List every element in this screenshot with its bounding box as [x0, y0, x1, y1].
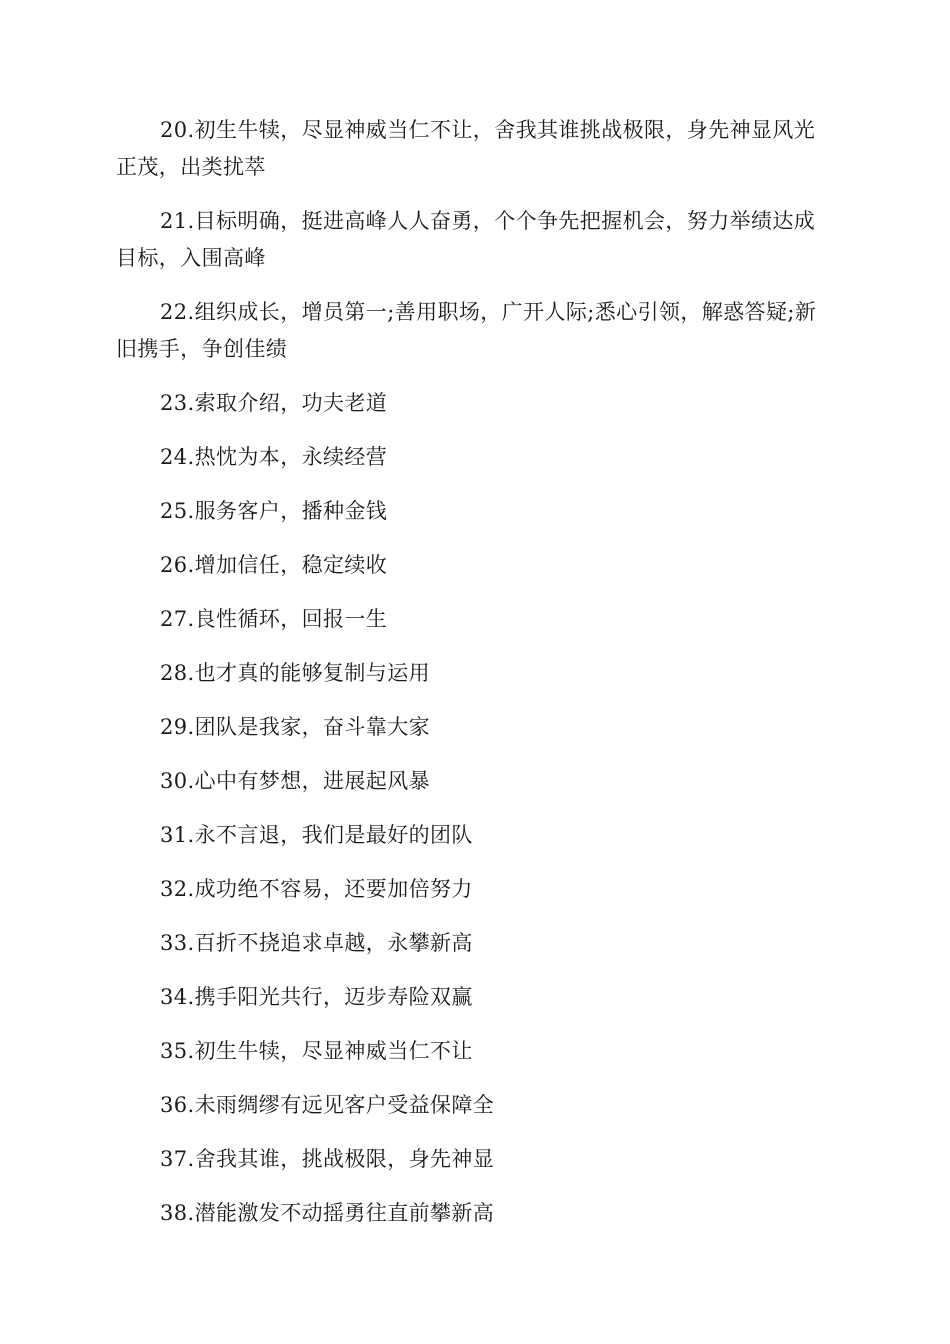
paragraph-32: 32.成功绝不容易，还要加倍努力	[160, 877, 473, 901]
paragraph-30: 30.心中有梦想，进展起风暴	[160, 769, 430, 793]
paragraph-34: 34.携手阳光共行，迈步寿险双赢	[160, 985, 473, 1009]
paragraph-38: 38.潜能激发不动摇勇往直前攀新高	[160, 1201, 495, 1225]
paragraph-37: 37.舍我其谁，挑战极限，身先神显	[160, 1147, 495, 1171]
paragraph-31: 31.永不言退，我们是最好的团队	[160, 823, 473, 847]
paragraph-35: 35.初生牛犊，尽显神威当仁不让	[160, 1039, 473, 1063]
paragraph-24: 24.热忱为本，永续经营	[160, 445, 388, 469]
paragraph-28: 28.也才真的能够复制与运用	[160, 661, 430, 685]
paragraph-25: 25.服务客户，播种金钱	[160, 499, 388, 523]
paragraph-20: 20.初生牛犊，尽显神威当仁不让，舍我其谁挑战极限，身先神显风光正茂，出类扰萃	[116, 118, 816, 179]
paragraph-23: 23.索取介绍，功夫老道	[160, 391, 388, 415]
paragraph-36: 36.未雨绸缪有远见客户受益保障全	[160, 1093, 495, 1117]
paragraph-21: 21.目标明确，挺进高峰人人奋勇，个个争先把握机会，努力举绩达成目标，入围高峰	[116, 209, 816, 270]
document-body	[116, 112, 836, 1249]
paragraph-29: 29.团队是我家，奋斗靠大家	[160, 715, 430, 739]
paragraph-22: 22.组织成长，增员第一;善用职场，广开人际;悉心引领，解惑答疑;新旧携手，争创佳绩	[116, 300, 817, 361]
paragraph-27: 27.良性循环，回报一生	[160, 607, 388, 631]
paragraph-26: 26.增加信任，稳定续收	[160, 553, 388, 577]
paragraph-33: 33.百折不挠追求卓越，永攀新高	[160, 931, 473, 955]
